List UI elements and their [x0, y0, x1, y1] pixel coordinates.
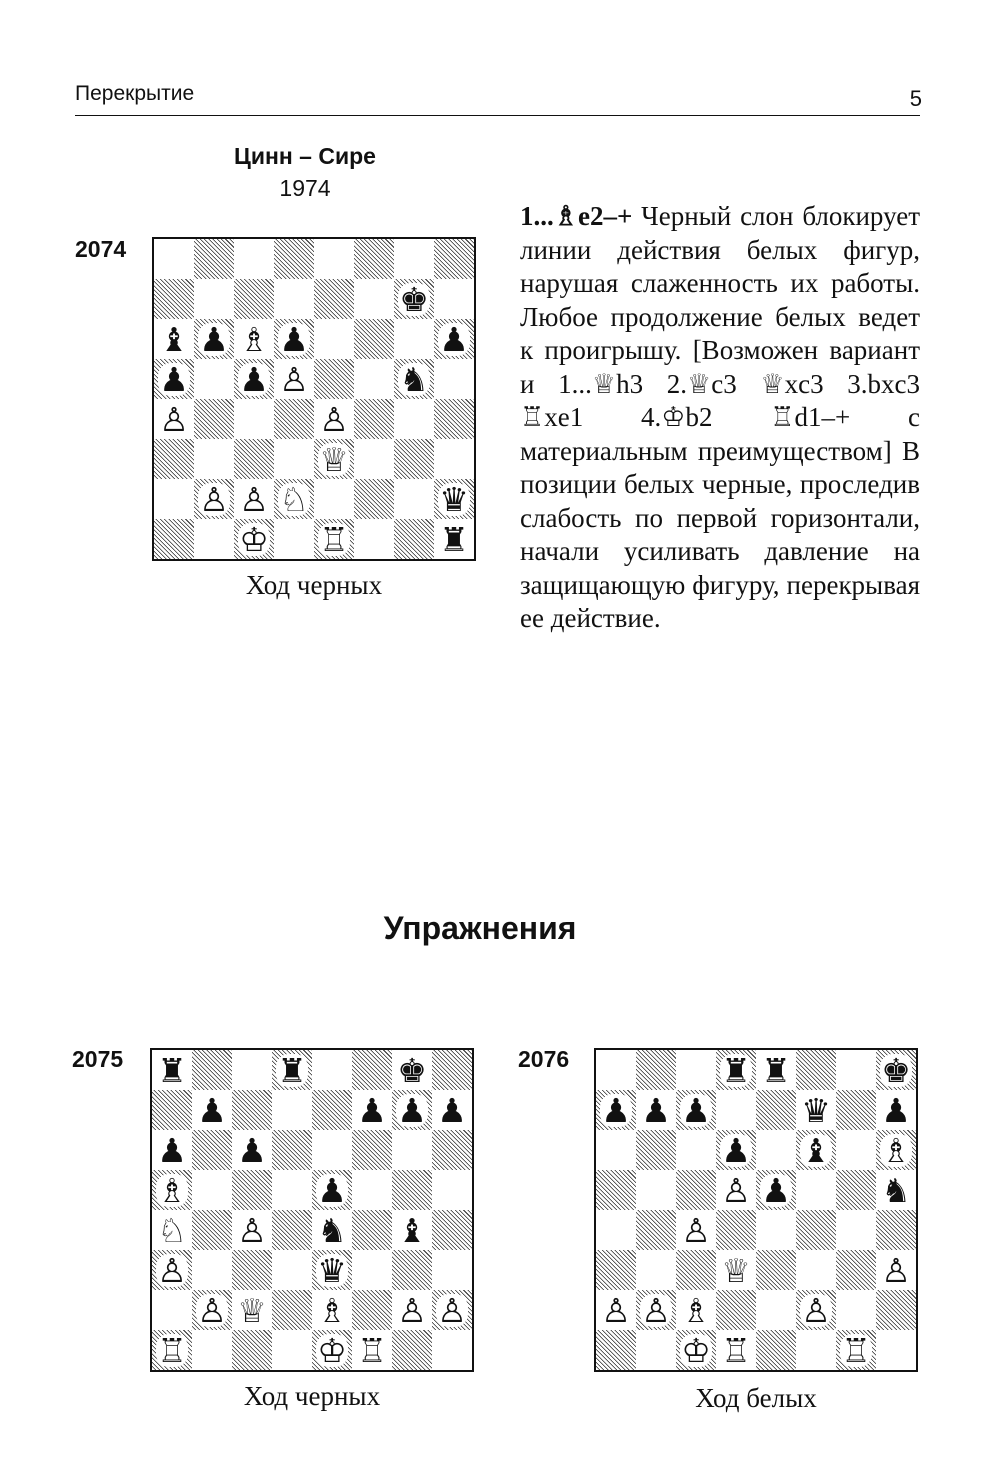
white-bishop-icon: ♗	[317, 1290, 347, 1330]
white-bishop-icon: ♗	[881, 1130, 911, 1170]
white-king-icon: ♔	[239, 519, 269, 559]
board-square	[312, 1210, 352, 1250]
board-square	[716, 1130, 756, 1170]
board-square	[352, 1330, 392, 1370]
board-square	[274, 439, 314, 479]
black-queen-icon: ♛	[801, 1090, 831, 1130]
board-square	[232, 1290, 272, 1330]
board-square	[716, 1050, 756, 1090]
board-square	[876, 1130, 916, 1170]
board-square	[756, 1050, 796, 1090]
board-square	[796, 1090, 836, 1130]
board-square	[192, 1250, 232, 1290]
board-square	[314, 319, 354, 359]
white-pawn-icon: ♙	[641, 1290, 671, 1330]
black-pawn-icon: ♟	[237, 1130, 267, 1170]
board-square	[354, 519, 394, 559]
board-square	[234, 439, 274, 479]
black-pawn-icon: ♟	[881, 1090, 911, 1130]
board-square	[352, 1170, 392, 1210]
board-square	[272, 1290, 312, 1330]
white-pawn-icon: ♙	[157, 1250, 187, 1290]
board-square	[314, 359, 354, 399]
board-square	[756, 1330, 796, 1370]
board-square	[394, 319, 434, 359]
board-square	[314, 439, 354, 479]
white-rook-icon: ♖	[721, 1330, 751, 1370]
board-square	[596, 1130, 636, 1170]
white-rook-icon: ♖	[841, 1330, 871, 1370]
board-square	[876, 1090, 916, 1130]
board-square	[234, 319, 274, 359]
board-square	[232, 1130, 272, 1170]
board-square	[796, 1290, 836, 1330]
white-knight-icon: ♘	[157, 1210, 187, 1250]
board-square	[192, 1290, 232, 1330]
white-pawn-icon: ♙	[239, 479, 269, 519]
board-square	[876, 1050, 916, 1090]
board-square	[796, 1330, 836, 1370]
board-square	[314, 479, 354, 519]
board-square	[154, 279, 194, 319]
board-square	[274, 279, 314, 319]
board-square	[394, 439, 434, 479]
board-square	[312, 1130, 352, 1170]
board-square	[392, 1330, 432, 1370]
board-square	[232, 1170, 272, 1210]
board-square	[352, 1210, 392, 1250]
board-square	[394, 239, 434, 279]
board-square	[796, 1250, 836, 1290]
board-square	[796, 1130, 836, 1170]
running-header-title: Перекрытие	[75, 82, 195, 105]
board-square	[152, 1090, 192, 1130]
board-square	[796, 1050, 836, 1090]
board-square	[796, 1170, 836, 1210]
board-square	[876, 1210, 916, 1250]
board-square	[274, 319, 314, 359]
board-square	[312, 1330, 352, 1370]
board-square	[636, 1090, 676, 1130]
white-bishop-icon: ♗	[681, 1290, 711, 1330]
white-pawn-icon: ♙	[437, 1290, 467, 1330]
board-square	[756, 1210, 796, 1250]
black-bishop-icon: ♝	[159, 319, 189, 359]
black-pawn-icon: ♟	[397, 1090, 427, 1130]
board-square	[154, 519, 194, 559]
white-queen-icon: ♕	[721, 1250, 751, 1290]
board-square	[194, 519, 234, 559]
board-square	[194, 479, 234, 519]
board-square	[434, 439, 474, 479]
board-square	[194, 359, 234, 399]
board-square	[836, 1330, 876, 1370]
board-square	[392, 1210, 432, 1250]
diagram-caption: Ход черных	[245, 570, 383, 600]
black-pawn-icon: ♟	[601, 1090, 631, 1130]
board-square	[154, 399, 194, 439]
board-square	[354, 239, 394, 279]
board-square	[676, 1170, 716, 1210]
board-square	[434, 359, 474, 399]
board-square	[392, 1290, 432, 1330]
board-square	[394, 479, 434, 519]
black-rook-icon: ♜	[157, 1050, 187, 1090]
chess-board	[152, 237, 476, 561]
black-knight-icon: ♞	[399, 359, 429, 399]
board-square	[194, 319, 234, 359]
white-pawn-icon: ♙	[721, 1170, 751, 1210]
black-pawn-icon: ♟	[197, 1090, 227, 1130]
black-bishop-icon: ♝	[801, 1130, 831, 1170]
board-square	[352, 1130, 392, 1170]
board-square	[154, 239, 194, 279]
black-rook-icon: ♜	[439, 519, 469, 559]
board-square	[392, 1130, 432, 1170]
board-square	[636, 1170, 676, 1210]
board-square	[192, 1170, 232, 1210]
board-square	[152, 1290, 192, 1330]
black-pawn-icon: ♟	[157, 1130, 187, 1170]
board-square	[152, 1330, 192, 1370]
board-square	[434, 319, 474, 359]
black-pawn-icon: ♟	[159, 359, 189, 399]
board-square	[312, 1090, 352, 1130]
white-bishop-icon: ♗	[239, 319, 269, 359]
black-pawn-icon: ♟	[279, 319, 309, 359]
board-square	[432, 1050, 472, 1090]
board-square	[154, 319, 194, 359]
board-square	[676, 1210, 716, 1250]
board-square	[272, 1250, 312, 1290]
board-square	[154, 359, 194, 399]
board-square	[676, 1330, 716, 1370]
board-square	[152, 1170, 192, 1210]
white-pawn-icon: ♙	[237, 1210, 267, 1250]
board-square	[392, 1090, 432, 1130]
board-square	[152, 1250, 192, 1290]
board-square	[272, 1330, 312, 1370]
game-players: Цинн – Сире	[234, 143, 376, 169]
board-square	[354, 479, 394, 519]
white-rook-icon: ♖	[157, 1330, 187, 1370]
board-square	[352, 1050, 392, 1090]
board-square	[314, 279, 354, 319]
black-queen-icon: ♛	[317, 1250, 347, 1290]
board-square	[234, 359, 274, 399]
board-square	[636, 1050, 676, 1090]
diagram-caption: Ход белых	[695, 1383, 817, 1413]
black-knight-icon: ♞	[317, 1210, 347, 1250]
board-square	[434, 239, 474, 279]
board-square	[432, 1330, 472, 1370]
board-square	[232, 1210, 272, 1250]
board-square	[836, 1050, 876, 1090]
board-square	[194, 399, 234, 439]
board-square	[636, 1130, 676, 1170]
board-square	[312, 1170, 352, 1210]
board-square	[392, 1250, 432, 1290]
board-square	[392, 1170, 432, 1210]
white-knight-icon: ♘	[279, 479, 309, 519]
black-queen-icon: ♛	[439, 479, 469, 519]
diagram-caption: Ход черных	[243, 1381, 381, 1411]
board-square	[636, 1330, 676, 1370]
board-square	[756, 1290, 796, 1330]
board-square	[756, 1250, 796, 1290]
board-square	[756, 1170, 796, 1210]
board-square	[434, 399, 474, 439]
board-square	[272, 1210, 312, 1250]
board-square	[192, 1050, 232, 1090]
white-pawn-icon: ♙	[199, 479, 229, 519]
white-bishop-icon: ♗	[157, 1170, 187, 1210]
board-square	[314, 519, 354, 559]
board-square	[352, 1250, 392, 1290]
white-rook-icon: ♖	[357, 1330, 387, 1370]
board-square	[636, 1250, 676, 1290]
board-square	[676, 1290, 716, 1330]
board-square	[394, 399, 434, 439]
white-pawn-icon: ♙	[197, 1290, 227, 1330]
chess-board	[150, 1048, 474, 1372]
board-square	[716, 1170, 756, 1210]
chess-board	[594, 1048, 918, 1372]
board-square	[274, 399, 314, 439]
white-pawn-icon: ♙	[319, 399, 349, 439]
diagram-number: 2074	[75, 236, 127, 262]
board-square	[354, 439, 394, 479]
board-square	[876, 1250, 916, 1290]
white-queen-icon: ♕	[237, 1290, 267, 1330]
board-square	[314, 399, 354, 439]
black-pawn-icon: ♟	[357, 1090, 387, 1130]
board-square	[232, 1090, 272, 1130]
board-square	[152, 1050, 192, 1090]
board-square	[676, 1050, 716, 1090]
board-square	[194, 239, 234, 279]
board-square	[836, 1090, 876, 1130]
board-square	[154, 479, 194, 519]
board-square	[676, 1250, 716, 1290]
board-square	[192, 1090, 232, 1130]
black-knight-icon: ♞	[881, 1170, 911, 1210]
board-square	[192, 1330, 232, 1370]
board-square	[876, 1330, 916, 1370]
board-square	[272, 1170, 312, 1210]
board-square	[312, 1050, 352, 1090]
board-square	[394, 359, 434, 399]
white-pawn-icon: ♙	[397, 1290, 427, 1330]
board-square	[152, 1130, 192, 1170]
board-square	[272, 1130, 312, 1170]
commentary-text	[520, 200, 920, 636]
board-square	[312, 1290, 352, 1330]
commentary-body: Черный слон блокирует линии действия белых фигур, нарушая слаженность их работы. Любое продолжение белых ведет к проигрышу. [Возможен вариант и 1...♕h3 2.♕c3 ♕xc3 3.bxc3 ♖xe1 4.♔b2 ♖d1–+ с материальным преимуществом] В позиции белых черные, проследив слабость по первой горизонтали, начали усиливать давление на защищающую фигуру, перекрывая ее действие.	[520, 201, 920, 633]
page-number: 5	[909, 86, 922, 111]
game-year: 1974	[279, 175, 331, 201]
black-bishop-icon: ♝	[397, 1210, 427, 1250]
board-square	[596, 1170, 636, 1210]
board-square	[676, 1130, 716, 1170]
board-square	[434, 279, 474, 319]
board-square	[836, 1250, 876, 1290]
board-square	[432, 1210, 472, 1250]
board-square	[392, 1050, 432, 1090]
black-pawn-icon: ♟	[239, 359, 269, 399]
board-square	[234, 279, 274, 319]
black-pawn-icon: ♟	[681, 1090, 711, 1130]
white-king-icon: ♔	[681, 1330, 711, 1370]
section-title: Упражнения	[383, 910, 577, 946]
board-square	[876, 1170, 916, 1210]
board-square	[596, 1250, 636, 1290]
board-square	[194, 279, 234, 319]
board-square	[354, 279, 394, 319]
board-square	[234, 479, 274, 519]
board-square	[394, 519, 434, 559]
black-pawn-icon: ♟	[199, 319, 229, 359]
black-king-icon: ♚	[881, 1050, 911, 1090]
board-square	[274, 519, 314, 559]
board-square	[154, 439, 194, 479]
board-square	[232, 1250, 272, 1290]
board-square	[232, 1050, 272, 1090]
board-square	[876, 1290, 916, 1330]
board-square	[836, 1290, 876, 1330]
diagram-number: 2076	[518, 1046, 570, 1072]
white-pawn-icon: ♙	[881, 1250, 911, 1290]
board-square	[192, 1210, 232, 1250]
board-square	[434, 519, 474, 559]
white-pawn-icon: ♙	[681, 1210, 711, 1250]
board-square	[596, 1090, 636, 1130]
board-square	[756, 1130, 796, 1170]
board-square	[152, 1210, 192, 1250]
board-square	[354, 319, 394, 359]
black-rook-icon: ♜	[761, 1050, 791, 1090]
board-square	[432, 1170, 472, 1210]
board-square	[352, 1290, 392, 1330]
black-king-icon: ♚	[399, 279, 429, 319]
diagram-number: 2075	[72, 1046, 124, 1072]
board-square	[596, 1210, 636, 1250]
white-rook-icon: ♖	[319, 519, 349, 559]
board-square	[434, 479, 474, 519]
white-pawn-icon: ♙	[601, 1290, 631, 1330]
board-square	[274, 239, 314, 279]
board-square	[234, 519, 274, 559]
board-square	[596, 1330, 636, 1370]
board-square	[756, 1090, 796, 1130]
board-square	[312, 1250, 352, 1290]
board-square	[394, 279, 434, 319]
board-square	[636, 1290, 676, 1330]
black-pawn-icon: ♟	[641, 1090, 671, 1130]
board-square	[352, 1090, 392, 1130]
black-pawn-icon: ♟	[721, 1130, 751, 1170]
board-square	[234, 399, 274, 439]
board-square	[272, 1090, 312, 1130]
board-square	[836, 1130, 876, 1170]
black-pawn-icon: ♟	[437, 1090, 467, 1130]
commentary-move: 1...♗e2–+	[520, 201, 633, 231]
black-pawn-icon: ♟	[317, 1170, 347, 1210]
white-pawn-icon: ♙	[801, 1290, 831, 1330]
board-square	[836, 1210, 876, 1250]
board-square	[274, 479, 314, 519]
board-square	[796, 1210, 836, 1250]
board-square	[716, 1250, 756, 1290]
board-square	[716, 1210, 756, 1250]
board-square	[192, 1130, 232, 1170]
board-square	[272, 1050, 312, 1090]
board-square	[314, 239, 354, 279]
white-pawn-icon: ♙	[279, 359, 309, 399]
board-square	[234, 239, 274, 279]
black-pawn-icon: ♟	[439, 319, 469, 359]
board-square	[716, 1290, 756, 1330]
header-rule	[75, 115, 920, 116]
black-king-icon: ♚	[397, 1050, 427, 1090]
board-square	[194, 439, 234, 479]
black-pawn-icon: ♟	[761, 1170, 791, 1210]
board-square	[676, 1090, 716, 1130]
board-square	[716, 1090, 756, 1130]
board-square	[232, 1330, 272, 1370]
board-square	[432, 1250, 472, 1290]
black-rook-icon: ♜	[721, 1050, 751, 1090]
board-square	[354, 359, 394, 399]
black-rook-icon: ♜	[277, 1050, 307, 1090]
board-square	[274, 359, 314, 399]
white-king-icon: ♔	[317, 1330, 347, 1370]
board-square	[432, 1290, 472, 1330]
board-square	[716, 1330, 756, 1370]
board-square	[636, 1210, 676, 1250]
board-square	[432, 1130, 472, 1170]
white-queen-icon: ♕	[319, 439, 349, 479]
board-square	[354, 399, 394, 439]
board-square	[596, 1290, 636, 1330]
white-pawn-icon: ♙	[159, 399, 189, 439]
board-square	[596, 1050, 636, 1090]
board-square	[432, 1090, 472, 1130]
board-square	[836, 1170, 876, 1210]
